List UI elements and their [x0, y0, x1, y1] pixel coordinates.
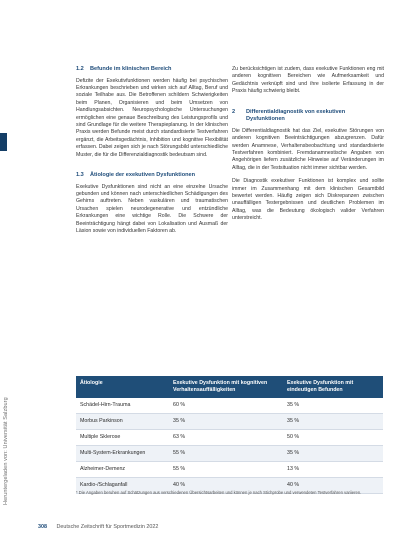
table-cell: 60 % [169, 398, 283, 414]
section-heading [232, 109, 384, 124]
table-cell: 35 % [283, 398, 383, 414]
section-heading [76, 66, 228, 74]
table-cell: Kardio-/Schlaganfall [76, 478, 169, 494]
etiology-table [76, 376, 383, 494]
table-cell: 35 % [283, 414, 383, 430]
section-title: Befunde im klinischen Bereich [90, 66, 172, 72]
right-column [232, 66, 384, 229]
table-row [76, 446, 383, 462]
table-cell: 55 % [169, 446, 283, 462]
table-header-cell: Ätiologie [76, 376, 169, 398]
table-cell: Multi-System-Erkrankungen [76, 446, 169, 462]
paragraph: Die Diagnostik exekutiver Funktionen ist komplex und sollte immer im Zusammenhang mit dem klinischen Gesamtbild bewertet werden. Häufig zeigen sich Diskrepanzen zwischen unauffälligen Testergebnissen und deutlichen Problemen im Alltag, was die Bedeutung ökologisch valider Verfahren unterstreicht. [232, 178, 384, 222]
paragraph: Zu berücksichtigen ist zudem, dass exekutive Funktionen eng mit anderen kognitiven Bereichen wie Aufmerksamkeit und Gedächtnis verknüpft sind und ihre isolierte Erfassung in der Praxis häufig schwierig bleibt. [232, 66, 384, 95]
table-cell: 40 % [283, 478, 383, 494]
table-cell: 50 % [283, 430, 383, 446]
section-title: Differentialdiagnostik von exekutiven Dysfunktionen [246, 108, 346, 123]
section-title: Ätiologie der exekutiven Dysfunktionen [90, 172, 196, 179]
section-number: 1.2 [76, 66, 84, 72]
journal-citation: Deutsche Zeitschrift für Sportmedizin 2022 [56, 524, 159, 530]
table-header-cell: Exekutive Dysfunktion mit eindeutigen Befunden [283, 376, 383, 398]
chapter-tab-marker [0, 133, 7, 151]
table-row [76, 414, 383, 430]
table-cell: Multiple Sklerose [76, 430, 169, 446]
table-row [76, 398, 383, 414]
table-cell: Morbus Parkinson [76, 414, 169, 430]
table-header-row [76, 376, 383, 398]
left-column [76, 66, 228, 242]
table-cell: 63 % [169, 430, 283, 446]
section-number: 1.3 [76, 172, 84, 179]
table-row [76, 430, 383, 446]
table-cell: 40 % [169, 478, 283, 494]
table-cell: Alzheimer-Demenz [76, 462, 169, 478]
side-watermark: Heruntergeladen von: Universität Salzburg [3, 397, 9, 505]
table-cell: 13 % [283, 462, 383, 478]
table-footnote: * Die Angaben beruhen auf Schätzungen aus verschiedenen Übersichtsarbeiten und können je nach Stichprobe und verwendeten Testverfahren variieren. [76, 490, 362, 495]
paragraph: Defizite der Exekutivfunktionen werden häufig bei psychischen Erkrankungen beschrieben und wirken sich auf Alltag, Beruf und soziale Teilhabe aus. Die Betroffenen schildern Schwierigkeiten beim Planen, Organisieren und beim Umsetzen von Handlungsabsichten. Neuropsychologische Untersuchungen ermöglichen eine genaue Beschreibung des Leistungsprofils und sind Grundlage für die weitere Therapieplanung. In der klinischen Praxis werden Befunde meist durch standardisierte Testverfahren ergänzt, die Arbeitsgedächtnis, Inhibition und kognitive Flexibilität erfassen. Dabei zeigen sich je nach Störungsbild unterschiedliche Muster, die für die Differenzialdiagnostik bedeutsam sind. [76, 77, 228, 158]
page-number: 308 [38, 524, 47, 530]
page-footer [38, 524, 158, 530]
table-cell: 35 % [169, 414, 283, 430]
table-cell: 55 % [169, 462, 283, 478]
section-heading [76, 172, 228, 180]
table-cell: 35 % [283, 446, 383, 462]
paragraph: Die Differentialdiagnostik hat das Ziel, exekutive Störungen von anderen kognitiven Beeinträchtigungen abzugrenzen. Dafür werden Anamnese, Verhaltensbeobachtung und standardisierte Testverfahren kombiniert. Fremdanamnestische Angaben von Angehörigen liefern zusätzliche Hinweise auf Veränderungen im Alltag, die in der Testsituation nicht immer sichtbar werden. [232, 127, 384, 171]
table-header-cell: Exekutive Dysfunktion mit kognitiven Verhaltensauffälligkeiten [169, 376, 283, 398]
table-row [76, 462, 383, 478]
table-cell: Schädel-Hirn-Trauma [76, 398, 169, 414]
paragraph: Exekutive Dysfunktionen sind nicht an eine einzelne Ursache gebunden und können nach unterschiedlichen Schädigungen des Gehirns auftreten. Neben vaskulären und traumatischen Ursachen spielen neurodegenerative und entzündliche Erkrankungen eine wichtige Rolle. Die Schwere der Beeinträchtigung hängt dabei von Lokalisation und Ausmaß der Läsion sowie von individuellen Faktoren ab. [76, 183, 228, 235]
section-number: 2 [232, 108, 236, 115]
